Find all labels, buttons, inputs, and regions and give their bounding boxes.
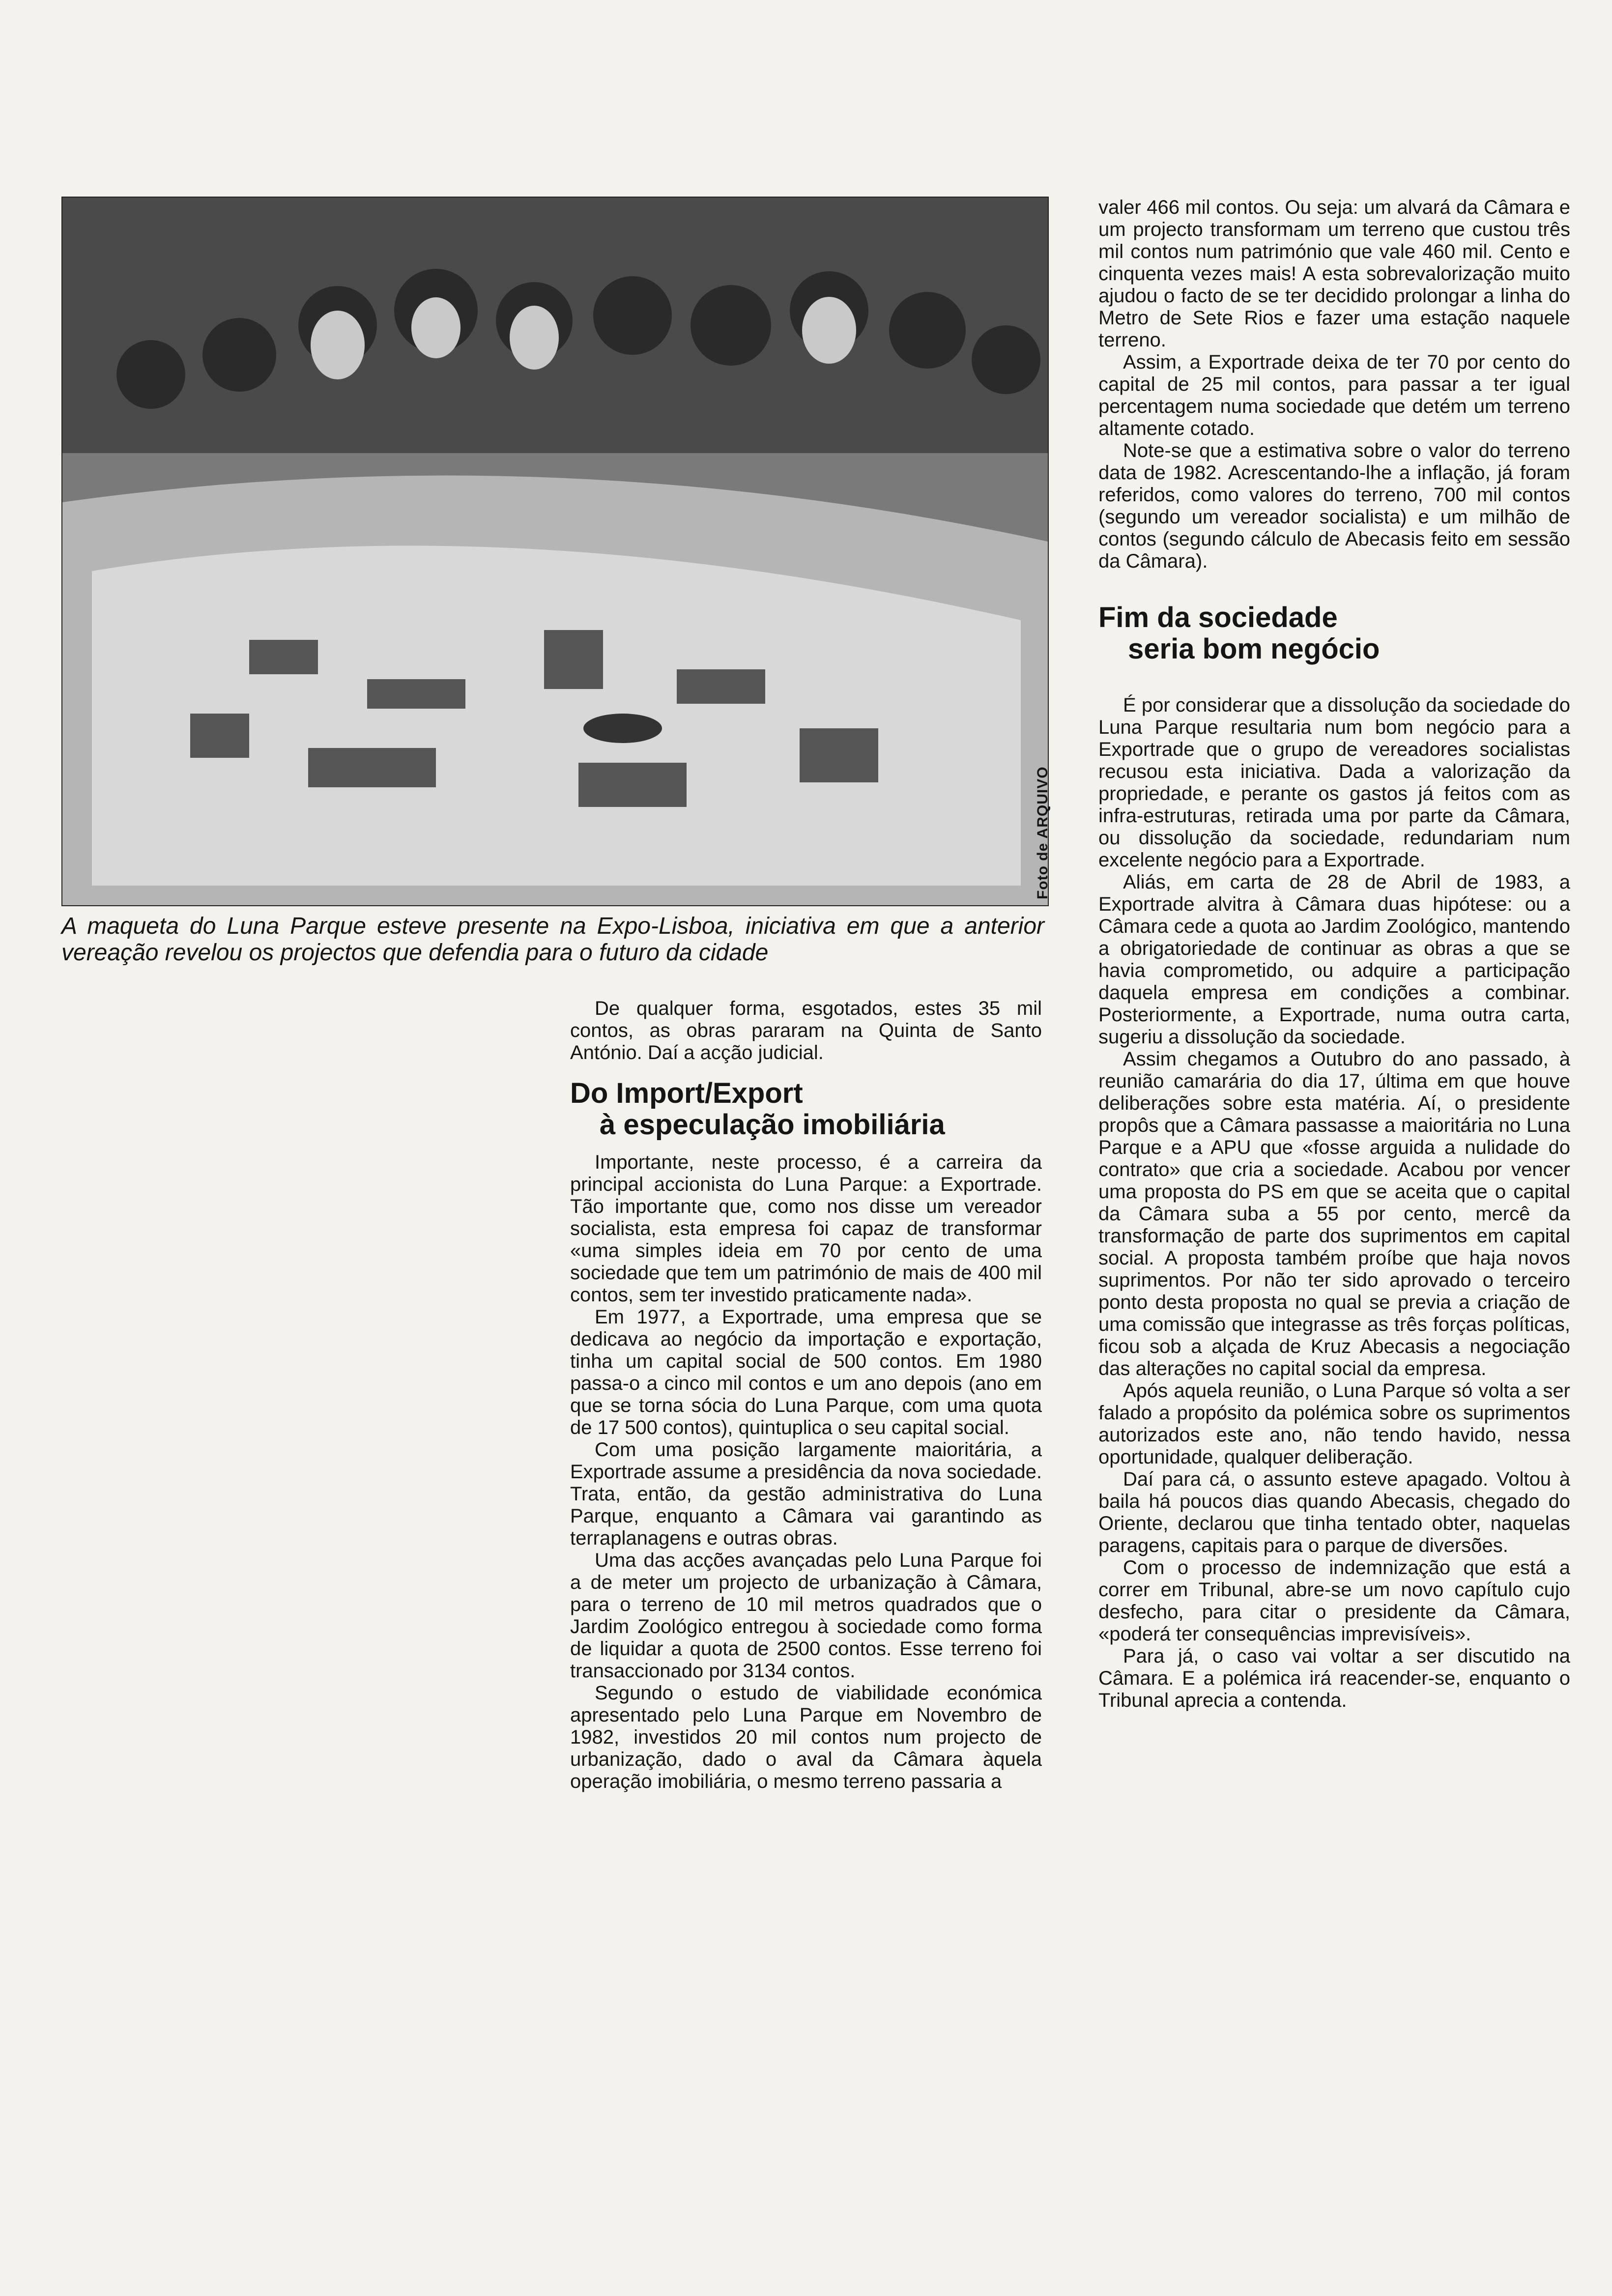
paragraph: Daí para cá, o assunto esteve apagado. Voltou à baila há poucos dias quando Abecasis, chegado do Oriente, declarou que tinha tentado obter, naquelas paragens, capitais para o parque de diversões. bbox=[1098, 1468, 1570, 1556]
paragraph: Com o processo de indemnização que está a correr em Tribunal, abre-se um novo capítulo cujo desfecho, para citar o presidente da Câmara, «poderá ter consequências imprevisíveis». bbox=[1098, 1557, 1570, 1645]
paragraph: Assim chegamos a Outubro do ano passado, à reunião camarária do dia 17, última em que houve deliberações sobre esta matéria. Aí, o presidente propôs que a Câmara passasse a maioritária no Luna Parque e a APU que «fosse arguida a nulidade do contrato» que cria a sociedade. Acabou por vencer uma proposta do PS em que se aceita que o capital da Câmara suba a 55 por cento, mercê da transformação de parte dos suprimentos em capital social. A proposta também proíbe que haja novos suprimentos. Por não ter sido aprovado o terceiro ponto desta proposta no qual se previa a criação de uma comissão que integrasse as três forças políticas, ficou sob a alçada de Kruz Abecasis a negociação das alterações no capital social da empresa. bbox=[1098, 1048, 1570, 1379]
photo-credit: Foto de ARQUIVO bbox=[1035, 766, 1051, 899]
heading-line: Fim da sociedade bbox=[1098, 602, 1338, 633]
heading-line: seria bom negócio bbox=[1128, 633, 1380, 665]
paragraph: Aliás, em carta de 28 de Abril de 1983, a Exportrade alvitra à Câmara duas hipótese: ou a Câmara cede a quota ao Jardim Zoológico, mantendo a obrigatoriedade de continuar as obras a que se havia comprometido, ou adquire a participação daquela empresa em condições a combinar. Posteriormente, a Exportrade, numa outra carta, sugeriu a dissolução da sociedade. bbox=[1098, 871, 1570, 1048]
paragraph: valer 466 mil contos. Ou seja: um alvará da Câmara e um projecto transformam um terreno que custou três mil contos num património que vale 460 mil. Cento e cinquenta vezes mais! A esta sobrevalorização muito ajudou o facto de se ter decidido prolongar a linha do Metro de Sete Rios e fazer uma estação naquele terreno. bbox=[1098, 197, 1570, 351]
heading-line: Do Import/Export bbox=[570, 1077, 803, 1109]
paragraph: Segundo o estudo de viabilidade económica apresentado pelo Luna Parque em Novembro de 1982, investidos 20 mil contos num projecto de urbanização, dado o aval da Câmara àquela operação imobiliária, o mesmo terreno passaria a bbox=[570, 1682, 1042, 1792]
paragraph: Em 1977, a Exportrade, uma empresa que se dedicava ao negócio da importação e exportação, tinha um capital social de 500 contos. Em 1980 passa-o a cinco mil contos e um ano depois (ano em que se torna sócia do Luna Parque, com uma quota de 17 500 contos), quintuplica o seu capital social. bbox=[570, 1306, 1042, 1438]
section-heading bbox=[570, 1078, 1042, 1141]
section-heading bbox=[1098, 602, 1570, 665]
column-middle bbox=[570, 998, 1042, 1793]
news-photo bbox=[61, 197, 1049, 906]
paragraph: Para já, o caso vai voltar a ser discutido na Câmara. E a polémica irá reacender-se, enquanto o Tribunal aprecia a contenda. bbox=[1098, 1645, 1570, 1711]
paragraph: É por considerar que a dissolução da sociedade do Luna Parque resultaria num bom negócio para a Exportrade que o grupo de vereadores socialistas recusou esta iniciativa. Dada a valorização da propriedade, e perante os gastos já feitos com as infra-estruturas, retirada uma por parte da Câmara, ou dissolução da sociedade, redundariam num excelente negócio para a Exportrade. bbox=[1098, 694, 1570, 871]
paragraph: Note-se que a estimativa sobre o valor do terreno data de 1982. Acrescentando-lhe a inflação, já foram referidos, como valores do terreno, 700 mil contos (segundo um vereador socialista) e um milhão de contos (segundo cálculo de Abecasis feito em sessão da Câmara). bbox=[1098, 440, 1570, 572]
heading-line: à especulação imobiliária bbox=[600, 1109, 945, 1141]
column-right bbox=[1098, 197, 1570, 1712]
paragraph: Importante, neste processo, é a carreira da principal accionista do Luna Parque: a Exportrade. Tão importante que, como nos disse um vereador socialista, esta empresa foi capaz de transformar «uma simples ideia em 70 por cento de uma sociedade que tem um património de mais de 400 mil contos, sem ter investido praticamente nada». bbox=[570, 1151, 1042, 1306]
paragraph: Assim, a Exportrade deixa de ter 70 por cento do capital de 25 mil contos, para passar a ter igual percentagem numa sociedade que detém um terreno altamente cotado. bbox=[1098, 351, 1570, 439]
paragraph: Uma das acções avançadas pelo Luna Parque foi a de meter um projecto de urbanização à Câmara, para o terreno de 10 mil metros quadrados que o Jardim Zoológico entregou à sociedade como forma de liquidar a quota de 2500 contos. Esse terreno foi transaccionado por 3134 contos. bbox=[570, 1550, 1042, 1682]
photo-caption: A maqueta do Luna Parque esteve presente na Expo-Lisboa, iniciativa em que a anterior vereação revelou os projectos que defendia para o futuro da cidade bbox=[61, 913, 1044, 966]
photo-illustration bbox=[62, 198, 1048, 905]
paragraph: Com uma posição largamente maioritária, a Exportrade assume a presidência da nova sociedade. Trata, então, da gestão administrativa do Luna Parque, enquanto a Câmara vai garantindo as terraplanagens e outras obras. bbox=[570, 1439, 1042, 1549]
paragraph: Após aquela reunião, o Luna Parque só volta a ser falado a propósito da polémica sobre os suprimentos autorizados este ano, não tendo havido, nessa oportunidade, qualquer deliberação. bbox=[1098, 1380, 1570, 1468]
paragraph: De qualquer forma, esgotados, estes 35 mil contos, as obras pararam na Quinta de Santo António. Daí a acção judicial. bbox=[570, 998, 1042, 1063]
